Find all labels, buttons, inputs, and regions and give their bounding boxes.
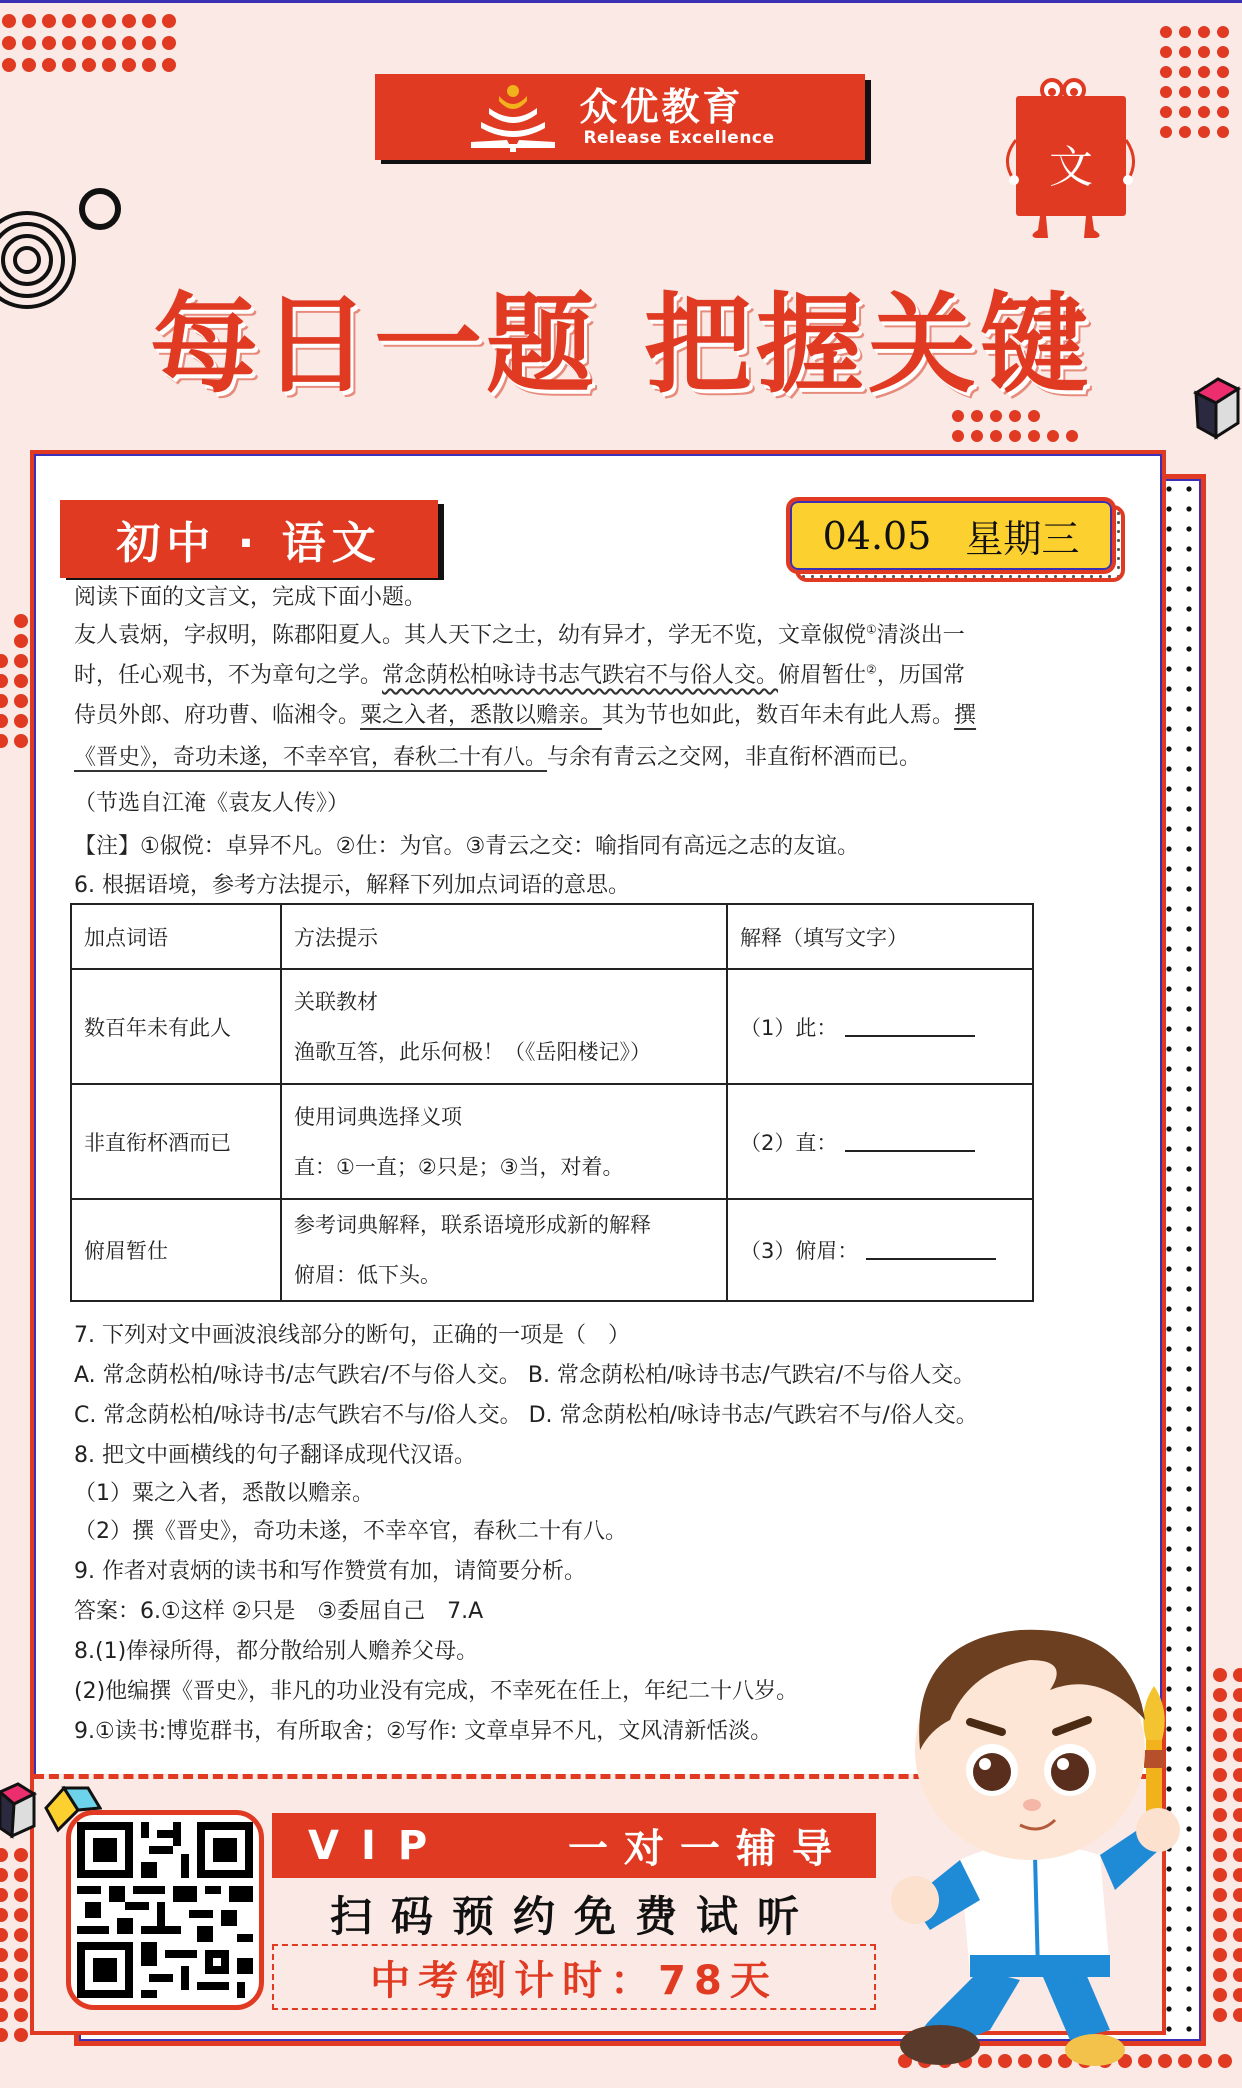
answer-line-2: 8.(1)俸禄所得，都分散给别人赡养父母。 [74,1639,479,1664]
wen-character-icon [1000,60,1140,240]
table-row: 非直衔杯酒而已 使用词典选择义项 直：①一直；②只是；③当，对着。 （2）直： [71,1084,1033,1199]
brand-name-en: Release Excellence [583,128,775,148]
header-word: 加点词语 [71,904,281,969]
svg-text:文: 文 [1049,142,1093,193]
vip-label: VIP [308,1822,450,1869]
q8-prompt: 8. 把文中画横线的句子翻译成现代汉语。 [74,1443,476,1468]
q8-item-1: （1）粟之入者，悉散以赡亲。 [74,1481,374,1506]
wavy-underlined-sentence: 常念荫松柏咏诗书志气跌宕不与俗人交。 [382,663,779,688]
q6-table [70,903,1034,1302]
brand-name-cn: 众优教育 [579,85,744,129]
passage-instruction: 阅读下面的文言文，完成下面小题。 [74,585,427,610]
q7-options-ab [74,1358,975,1389]
dot-pattern-left [0,614,34,748]
cube-decoration-icon [1190,375,1242,445]
header-answer: 解释（填写文字） [727,904,1033,969]
headline-part1: 每日一题 [149,283,598,408]
underlined-sentence-2: 《晋史》，奇功未遂，不幸卒官，春秋二十有八。 [74,745,548,770]
q8-item-2: （2）撰《晋史》，奇功未遂，不幸卒官，春秋二十有八。 [74,1519,627,1544]
exam-countdown [272,1944,876,2010]
dot-pattern-right-bottom [1213,1668,1242,2022]
date-day: 04.05 [822,513,932,558]
countdown-value: 78天 [658,1957,778,2004]
vip-banner[interactable] [272,1813,876,1878]
table-header-row [71,904,1033,969]
answer-blank [866,1258,996,1260]
tutoring-label: 一对一辅导 [568,1826,848,1872]
dot-pattern-top-left [2,14,182,72]
passage-line-1: 友人袁炳，字叔明，陈郡阳夏人。其人天下之士，幼有异才，学无不览，文章俶傥①清淡出一 [74,622,965,648]
q7-option-d[interactable]: D. 常念荫松柏/咏诗书志/气跌宕不与/俗人交。 [528,1403,978,1428]
qr-code[interactable] [66,1810,264,2010]
subject-tag: 初中 · 语文 [60,500,438,578]
student-mascot-icon [870,1600,1210,2075]
table-row: 数百年未有此人 关联教材 渔歌互答，此乐何极！（《岳阳楼记》） （1）此： [71,969,1033,1084]
passage-line-3: 侍员外郎、府功曹、临湘令。粟之入者，悉散以赡亲。其为节也如此，数百年未有此人焉。撰 [74,703,977,728]
table-row: 俯眉暂仕 参考词典解释，联系语境形成新的解释 俯眉：低下头。 （3）俯眉： [71,1199,1033,1301]
book-tree-logo-icon [465,82,561,152]
brand-logo [375,74,865,160]
passage-note: 【注】①俶傥：卓异不凡。②仕：为官。③青云之交：喻指同有高远之志的友谊。 [74,834,860,859]
dot-pattern-left-bottom [0,1848,34,2042]
dot-pattern-mid-right [952,410,1085,442]
date-weekday: 星期三 [965,517,1080,561]
answer-cell[interactable]: （1）此： [727,969,1033,1084]
date-badge [786,497,1116,574]
page-headline [0,258,1242,413]
q7-option-a[interactable]: A. 常念荫松柏/咏诗书/志气跌宕/不与俗人交。 [74,1363,521,1388]
underlined-sentence-1: 粟之入者，悉散以赡亲。 [360,703,603,728]
q7-option-b[interactable]: B. 常念荫松柏/咏诗书志/气跌宕/不与俗人交。 [527,1363,976,1388]
q7-option-c[interactable]: C. 常念荫松柏/咏诗书/志气跌宕不与/俗人交。 [74,1403,522,1428]
answer-line-4: 9.①读书:博览群书，有所取舍；②写作: 文章卓异不凡，文风清新恬淡。 [74,1719,773,1744]
answer-line-1: 答案：6.①这样 ②只是 ③委屈自己 7.A [74,1599,484,1624]
q9-prompt: 9. 作者对袁炳的读书和写作赞赏有加，请简要分析。 [74,1559,586,1584]
passage-source: （节选自江淹《袁友人传》） [74,791,350,816]
headline-part2: 把握关键 [644,283,1093,408]
answer-blank [845,1035,975,1037]
cube-decoration-icon [0,1782,40,1842]
dot-pattern-top-right [1160,26,1236,138]
q7-prompt: 7. 下列对文中画波浪线部分的断句，正确的一项是（ ） [74,1323,630,1348]
passage-line-2: 时，任心观书，不为章句之学。常念荫松柏咏诗书志气跌宕不与俗人交。俯眉暂仕②，历国常 [74,662,965,688]
answer-line-3: (2)他编撰《晋史》，非凡的功业没有完成，不幸死在任上，年纪二十八岁。 [74,1679,799,1704]
top-border [0,0,1242,3]
q7-options-cd [74,1398,978,1429]
countdown-label: 中考倒计时： [370,1957,659,2004]
scan-to-book-text: 扫码预约免费试听 [329,1892,818,1941]
qr-code-icon [77,1822,253,1998]
header-hint: 方法提示 [281,904,727,969]
answer-cell[interactable]: （3）俯眉： [727,1199,1033,1301]
answer-cell[interactable]: （2）直： [727,1084,1033,1199]
answer-blank [845,1150,975,1152]
passage-line-4: 《晋史》，奇功未遂，不幸卒官，春秋二十有八。与余有青云之交网，非直衔杯酒而已。 [74,745,922,770]
q6-prompt: 6. 根据语境，参考方法提示，解释下列加点词语的意思。 [74,873,630,898]
